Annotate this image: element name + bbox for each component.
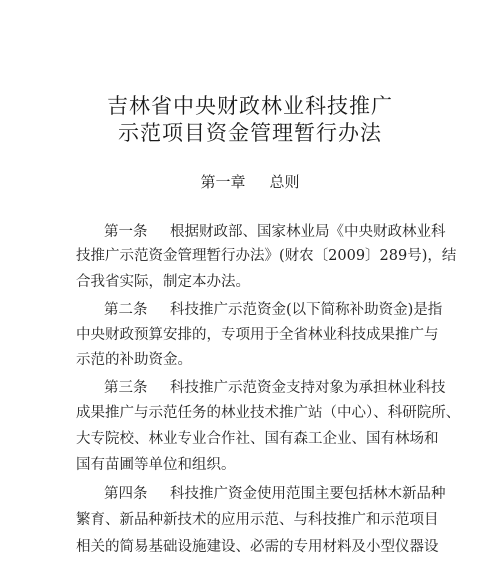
- chapter-label: 第一章: [200, 173, 246, 191]
- article-2-label: 第二条: [104, 302, 148, 318]
- article-4-label: 第四条: [104, 486, 148, 502]
- article-1-first-line: [104, 222, 446, 242]
- article-3-text: 科技推广示范资金支持对象为承担林业科技: [170, 380, 446, 396]
- article-1-label: 第一条: [104, 224, 148, 240]
- document-title-line-2: 示范项目资金管理暂行办法: [118, 121, 382, 145]
- article-4-first-line: [104, 484, 446, 504]
- article-2-text: 科技推广示范资金(以下简称补助资金)是指: [170, 302, 443, 318]
- article-1-text: 根据财政部、国家林业局《中央财政林业科: [170, 224, 446, 240]
- chapter-name: 总则: [269, 173, 300, 191]
- article-3-first-line: [104, 378, 446, 398]
- article-4-line-2: 繁育、新品种新技术的应用示范、与科技推广和示范项目: [76, 512, 439, 528]
- article-1-line-2: 技推广示范资金管理暂行办法》(财农〔2009〕289号)，结: [76, 248, 457, 264]
- article-4-line-3: 相关的简易基础设施建设、必需的专用材料及小型仪器设: [76, 539, 439, 555]
- article-3-line-3: 大专院校、林业专业合作社、国有森工企业、国有林场和: [76, 431, 439, 447]
- article-4-text: 科技推广资金使用范围主要包括林木新品种: [170, 486, 446, 502]
- article-2-line-3: 示范的补助资金。: [76, 352, 192, 368]
- article-3-line-4: 国有苗圃等单位和组织。: [76, 457, 236, 473]
- article-3-line-2: 成果推广与示范任务的林业技术推广站（中心）、科研院所、: [76, 405, 461, 421]
- article-1-line-3: 合我省实际，制定本办法。: [76, 274, 250, 290]
- article-2-line-2: 中央财政预算安排的，专项用于全省林业科技成果推广与: [76, 327, 439, 343]
- chapter-heading: [0, 171, 500, 192]
- article-3-label: 第三条: [104, 380, 148, 396]
- article-2-first-line: [104, 300, 442, 320]
- document-title-line-1: 吉林省中央财政林业科技推广: [107, 94, 393, 118]
